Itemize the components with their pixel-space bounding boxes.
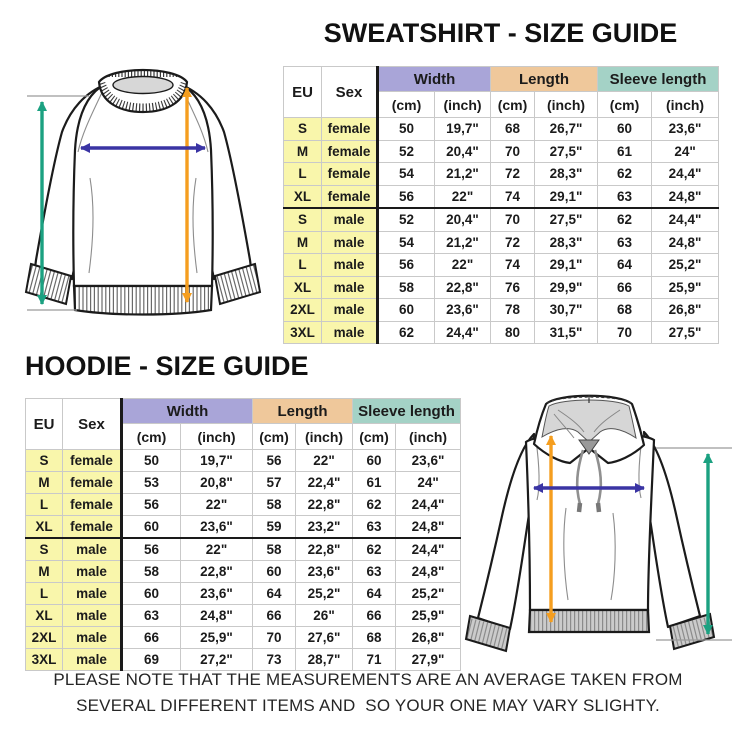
cell-eu: 3XL: [26, 649, 63, 671]
cell-sex: male: [322, 276, 378, 299]
cell-eu: M: [26, 472, 63, 494]
cell-width-cm: 56: [378, 254, 435, 277]
col-header-sleeve-length: Sleeve length: [353, 399, 461, 424]
cell-width-in: 22": [181, 538, 253, 561]
cell-sleeve-cm: 68: [598, 299, 652, 322]
cell-sex: female: [63, 516, 122, 539]
cell-width-cm: 60: [122, 583, 181, 605]
cell-eu: XL: [26, 605, 63, 627]
cell-length-cm: 66: [253, 605, 296, 627]
cell-length-cm: 72: [491, 231, 535, 254]
cell-eu: S: [26, 538, 63, 561]
subheader-width-cm: (cm): [378, 92, 435, 118]
cell-length-in: 26": [296, 605, 353, 627]
sweatshirt-size-table: [283, 66, 719, 344]
cell-width-cm: 66: [122, 627, 181, 649]
cell-length-cm: 68: [491, 118, 535, 141]
cell-sex: male: [322, 231, 378, 254]
cell-width-in: 20,4": [435, 208, 491, 231]
cell-length-in: 23,2": [296, 516, 353, 539]
cell-length-in: 28,3": [535, 163, 598, 186]
col-header-width: Width: [378, 67, 491, 92]
cell-width-cm: 50: [122, 450, 181, 472]
cell-sex: female: [322, 140, 378, 163]
cell-eu: S: [26, 450, 63, 472]
cell-eu: XL: [284, 276, 322, 299]
cell-sleeve-in: 26,8": [396, 627, 461, 649]
col-header-length: Length: [491, 67, 598, 92]
subheader-length-cm: (cm): [253, 424, 296, 450]
cell-sex: male: [322, 208, 378, 231]
cell-sleeve-cm: 64: [353, 583, 396, 605]
table-row-s-female: [26, 450, 461, 472]
cell-sleeve-cm: 60: [598, 118, 652, 141]
cell-length-in: 22": [296, 450, 353, 472]
table-row-xl-female: [284, 185, 719, 208]
subheader-width-inch: (inch): [181, 424, 253, 450]
cell-width-in: 24,4": [435, 321, 491, 344]
cell-width-in: 21,2": [435, 163, 491, 186]
col-header-width: Width: [122, 399, 253, 424]
cell-width-in: 22": [435, 254, 491, 277]
cell-width-in: 23,6": [435, 299, 491, 322]
disclaimer-note: [0, 667, 736, 719]
cell-width-cm: 52: [378, 208, 435, 231]
cell-eu: 2XL: [26, 627, 63, 649]
sweatshirt-body: [73, 84, 212, 286]
cell-sleeve-cm: 62: [598, 163, 652, 186]
cell-sleeve-cm: 63: [598, 231, 652, 254]
cell-sleeve-in: 24,4": [652, 163, 719, 186]
table-row-m-female: [284, 140, 719, 163]
cell-sleeve-cm: 63: [353, 561, 396, 583]
subheader-sleeve-cm: (cm): [598, 92, 652, 118]
cell-eu: M: [26, 561, 63, 583]
note-line-2: SEVERAL DIFFERENT ITEMS AND SO YOUR ONE MAY VARY SLIGHTY.: [76, 696, 660, 715]
cell-sleeve-in: 27,9": [396, 649, 461, 671]
cell-sleeve-cm: 70: [598, 321, 652, 344]
cell-width-cm: 56: [122, 494, 181, 516]
sweatshirt-title: SWEATSHIRT - SIZE GUIDE: [323, 18, 678, 48]
col-header-length: Length: [253, 399, 353, 424]
cell-eu: L: [284, 254, 322, 277]
cell-sleeve-cm: 64: [598, 254, 652, 277]
cell-sleeve-cm: 68: [353, 627, 396, 649]
table-row-xl-female: [26, 516, 461, 539]
cell-sleeve-in: 24,8": [652, 231, 719, 254]
cell-length-cm: 58: [253, 538, 296, 561]
cell-length-cm: 74: [491, 254, 535, 277]
cell-width-in: 20,4": [435, 140, 491, 163]
cell-sex: male: [63, 627, 122, 649]
cell-eu: M: [284, 140, 322, 163]
cell-width-in: 25,9": [181, 627, 253, 649]
cell-sex: male: [322, 321, 378, 344]
subheader-length-inch: (inch): [296, 424, 353, 450]
cell-width-in: 22,8": [435, 276, 491, 299]
cell-length-cm: 73: [253, 649, 296, 671]
cell-sleeve-in: 24": [396, 472, 461, 494]
col-header-sleeve-length: Sleeve length: [598, 67, 719, 92]
cell-sleeve-cm: 61: [353, 472, 396, 494]
cell-width-cm: 56: [378, 185, 435, 208]
cell-sleeve-in: 23,6": [396, 450, 461, 472]
table-row-s-male: [284, 208, 719, 231]
cell-width-cm: 62: [378, 321, 435, 344]
cell-sleeve-in: 27,5": [652, 321, 719, 344]
cell-width-in: 20,8": [181, 472, 253, 494]
cell-length-cm: 76: [491, 276, 535, 299]
cell-sleeve-cm: 63: [598, 185, 652, 208]
cell-sex: male: [63, 583, 122, 605]
cell-length-in: 29,1": [535, 185, 598, 208]
hoodie-illustration: [458, 388, 734, 662]
cell-sleeve-cm: 71: [353, 649, 396, 671]
cell-width-in: 27,2": [181, 649, 253, 671]
cell-sex: male: [322, 299, 378, 322]
cell-length-in: 22,8": [296, 538, 353, 561]
cell-sleeve-cm: 61: [598, 140, 652, 163]
subheader-length-cm: (cm): [491, 92, 535, 118]
cell-length-in: 25,2": [296, 583, 353, 605]
cell-eu: XL: [284, 185, 322, 208]
cell-sex: female: [63, 494, 122, 516]
cell-width-in: 23,6": [181, 516, 253, 539]
cell-eu: L: [26, 583, 63, 605]
cell-width-in: 22": [181, 494, 253, 516]
cell-sex: female: [322, 185, 378, 208]
cell-length-in: 27,5": [535, 208, 598, 231]
hoodie-title: HOODIE - SIZE GUIDE: [25, 351, 309, 381]
col-header-sex: Sex: [63, 399, 122, 450]
cell-sleeve-cm: 63: [353, 516, 396, 539]
cell-length-in: 28,3": [535, 231, 598, 254]
hoodie-size-table: [25, 398, 461, 671]
cell-length-cm: 70: [491, 208, 535, 231]
cell-sex: male: [322, 254, 378, 277]
table-row-m-male: [26, 561, 461, 583]
cell-eu: S: [284, 118, 322, 141]
cell-sex: male: [63, 561, 122, 583]
cell-length-cm: 59: [253, 516, 296, 539]
cell-width-cm: 54: [378, 231, 435, 254]
cell-width-cm: 58: [378, 276, 435, 299]
table-row-xl-male: [284, 276, 719, 299]
cell-width-cm: 53: [122, 472, 181, 494]
table-row-l-male: [284, 254, 719, 277]
table-row-m-female: [26, 472, 461, 494]
cell-length-cm: 78: [491, 299, 535, 322]
cell-length-in: 27,6": [296, 627, 353, 649]
cell-eu: 2XL: [284, 299, 322, 322]
hoodie-body: [526, 433, 654, 610]
cell-length-cm: 80: [491, 321, 535, 344]
cell-length-in: 26,7": [535, 118, 598, 141]
cell-width-cm: 69: [122, 649, 181, 671]
cell-width-in: 24,8": [181, 605, 253, 627]
cell-width-in: 21,2": [435, 231, 491, 254]
cell-eu: M: [284, 231, 322, 254]
cell-sleeve-cm: 62: [598, 208, 652, 231]
cell-sex: female: [322, 118, 378, 141]
cell-sex: male: [63, 605, 122, 627]
cell-width-cm: 58: [122, 561, 181, 583]
cell-length-cm: 60: [253, 561, 296, 583]
cell-sex: male: [63, 649, 122, 671]
cell-sleeve-cm: 62: [353, 538, 396, 561]
cell-sleeve-in: 24,4": [396, 538, 461, 561]
cell-eu: 3XL: [284, 321, 322, 344]
subheader-width-cm: (cm): [122, 424, 181, 450]
cell-sex: female: [63, 472, 122, 494]
cell-sleeve-in: 26,8": [652, 299, 719, 322]
cell-width-cm: 60: [122, 516, 181, 539]
cell-sleeve-in: 25,9": [396, 605, 461, 627]
cell-width-in: 22,8": [181, 561, 253, 583]
subheader-sleeve-inch: (inch): [396, 424, 461, 450]
cell-length-cm: 58: [253, 494, 296, 516]
subheader-width-inch: (inch): [435, 92, 491, 118]
cell-eu: S: [284, 208, 322, 231]
cell-length-cm: 57: [253, 472, 296, 494]
cell-sex: male: [63, 538, 122, 561]
cell-length-cm: 70: [491, 140, 535, 163]
cell-length-cm: 56: [253, 450, 296, 472]
cell-width-cm: 60: [378, 299, 435, 322]
table-row-l-female: [26, 494, 461, 516]
table-row-2xl-male: [26, 627, 461, 649]
table-row-l-male: [26, 583, 461, 605]
cell-sleeve-in: 25,2": [652, 254, 719, 277]
cell-width-cm: 56: [122, 538, 181, 561]
col-header-sex: Sex: [322, 67, 378, 118]
cell-sex: female: [322, 163, 378, 186]
sweatshirt-illustration: [15, 58, 281, 348]
cell-width-in: 22": [435, 185, 491, 208]
cell-sleeve-cm: 66: [353, 605, 396, 627]
cell-sleeve-in: 24,4": [396, 494, 461, 516]
cell-length-cm: 72: [491, 163, 535, 186]
cell-width-in: 23,6": [181, 583, 253, 605]
cell-sleeve-cm: 66: [598, 276, 652, 299]
table-row-l-female: [284, 163, 719, 186]
hoodie-hem: [526, 610, 652, 632]
cell-sex: female: [63, 450, 122, 472]
cell-length-in: 28,7": [296, 649, 353, 671]
subheader-length-inch: (inch): [535, 92, 598, 118]
cell-length-cm: 70: [253, 627, 296, 649]
cell-sleeve-in: 24,4": [652, 208, 719, 231]
cell-sleeve-in: 25,2": [396, 583, 461, 605]
cell-eu: L: [26, 494, 63, 516]
sweatshirt-hem: [71, 286, 215, 315]
table-row-xl-male: [26, 605, 461, 627]
col-header-eu: EU: [26, 399, 63, 450]
cell-width-in: 19,7": [435, 118, 491, 141]
subheader-sleeve-cm: (cm): [353, 424, 396, 450]
cell-width-cm: 50: [378, 118, 435, 141]
table-row-s-female: [284, 118, 719, 141]
cell-length-in: 27,5": [535, 140, 598, 163]
cell-length-in: 31,5": [535, 321, 598, 344]
cell-length-in: 22,8": [296, 494, 353, 516]
cell-length-cm: 64: [253, 583, 296, 605]
cell-length-in: 23,6": [296, 561, 353, 583]
table-row-3xl-male: [284, 321, 719, 344]
cell-width-cm: 54: [378, 163, 435, 186]
cell-eu: L: [284, 163, 322, 186]
table-row-m-male: [284, 231, 719, 254]
cell-width-in: 19,7": [181, 450, 253, 472]
cell-length-in: 29,9": [535, 276, 598, 299]
table-row-s-male: [26, 538, 461, 561]
cell-length-cm: 74: [491, 185, 535, 208]
cell-length-in: 22,4": [296, 472, 353, 494]
cell-sleeve-in: 24,8": [396, 561, 461, 583]
cell-sleeve-in: 24": [652, 140, 719, 163]
cell-width-cm: 52: [378, 140, 435, 163]
cell-sleeve-in: 24,8": [652, 185, 719, 208]
cell-width-cm: 63: [122, 605, 181, 627]
cell-length-in: 30,7": [535, 299, 598, 322]
cell-sleeve-cm: 62: [353, 494, 396, 516]
cell-eu: XL: [26, 516, 63, 539]
col-header-eu: EU: [284, 67, 322, 118]
cell-length-in: 29,1": [535, 254, 598, 277]
table-row-2xl-male: [284, 299, 719, 322]
cell-sleeve-in: 23,6": [652, 118, 719, 141]
subheader-sleeve-inch: (inch): [652, 92, 719, 118]
cell-sleeve-cm: 60: [353, 450, 396, 472]
note-line-1: PLEASE NOTE THAT THE MEASUREMENTS ARE AN AVERAGE TAKEN FROM: [53, 670, 683, 689]
cell-sleeve-in: 24,8": [396, 516, 461, 539]
cell-sleeve-in: 25,9": [652, 276, 719, 299]
